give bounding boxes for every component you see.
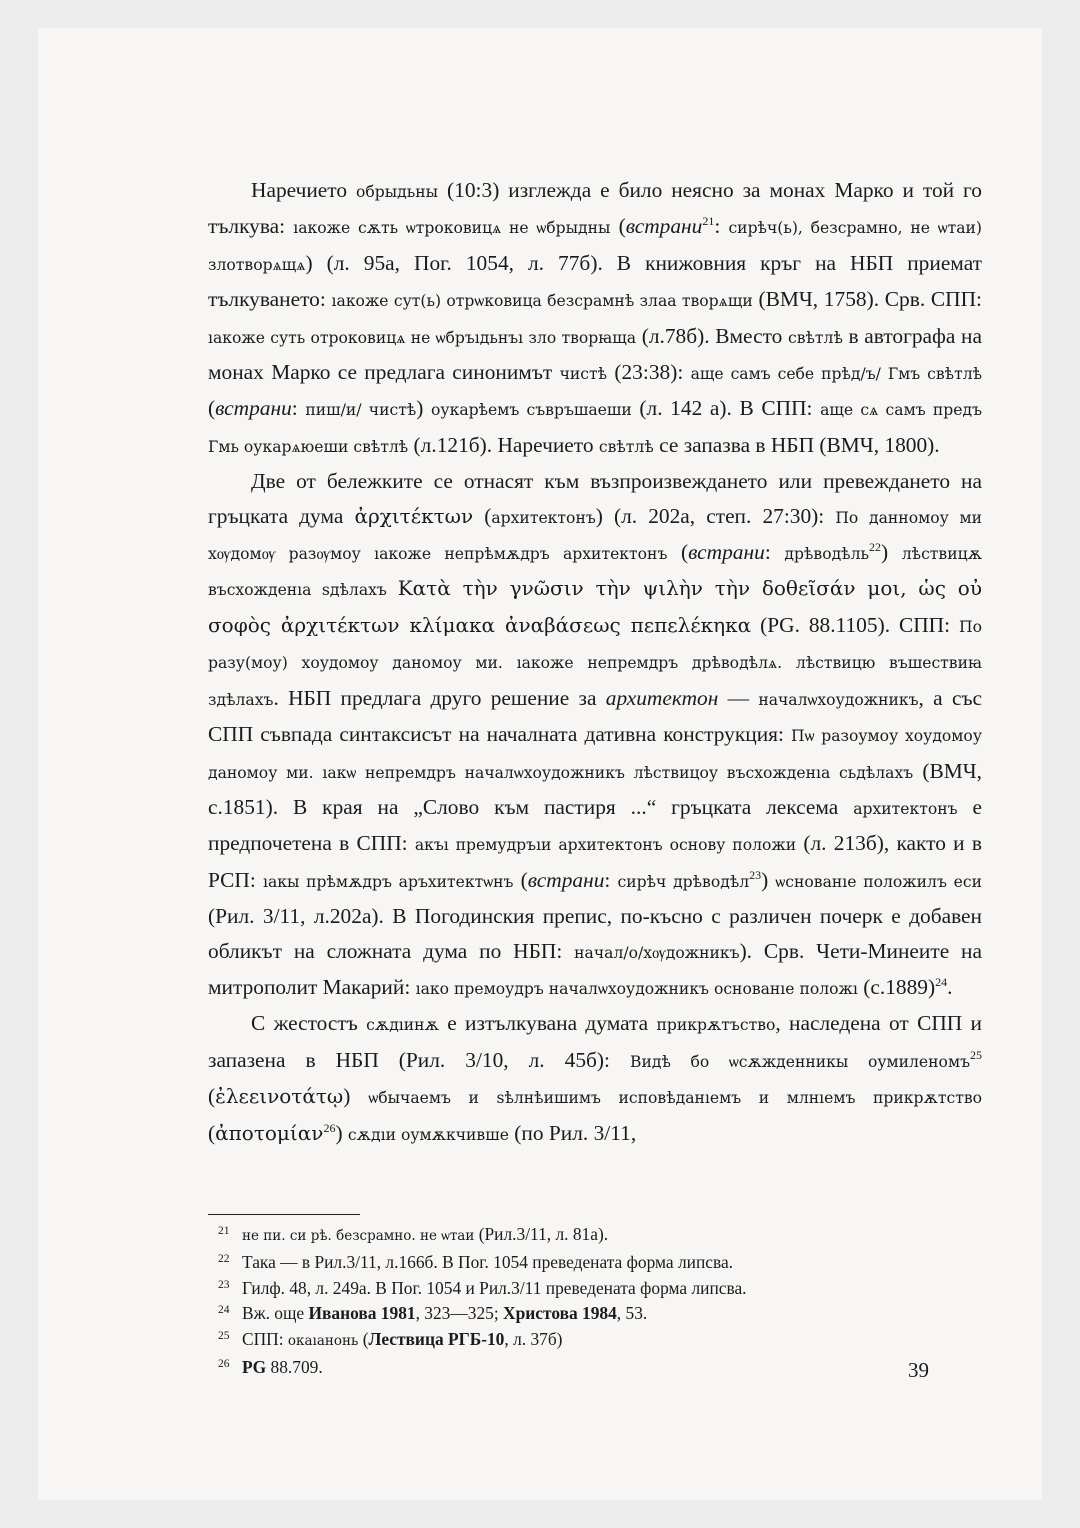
slavonic-quote: аще сѧ самъ предъ Гмь оукарѧюеши свѣтлѣ [208,401,982,456]
text-run: ) [343,1084,369,1109]
text-run: ( [208,396,216,421]
greek-quote: ἀποτομίαν [215,1120,324,1145]
text-run: : [291,396,306,421]
italic-term: архитектон [605,685,719,710]
italic-term: встрани [625,214,703,239]
footnote [218,1222,982,1250]
text-run: (10:3) изглежда е било неясно за монах Марко и той го тълкува: [208,178,982,239]
footnotes [218,1222,982,1381]
text-run: Вж. още [242,1303,309,1324]
text-run: в автографа на монах Марко се предлага синонимът [208,323,982,385]
footnote-ref: 21 [702,214,715,229]
book-page [38,28,1042,1500]
footnote [218,1276,982,1302]
slavonic-quote: сѫдıи оумѫкчивше [347,1125,509,1144]
slavonic-quote: прикрѫтъство [656,1016,776,1035]
slavonic-quote: По данномоу ми хѹдомѹ разѹмоу ıакоже непрѣмѫдръ архитектонъ [208,508,982,564]
slavonic-quote: Пѡ разоумоу хоудомоу даномоу ми. ıакѡ непремдръ началѡхоудожникъ лѣствицоу въсхожденıа сьдѣлахъ [208,727,982,782]
slavonic-quote: дрѣводѣль [784,545,869,564]
text-run: , 53. [616,1303,648,1324]
footnote-number: 21 [218,1225,230,1237]
footnote-ref: 23 [749,867,762,882]
slavonic-quote: не пи. си рѣ. безсрамно. не ѡтаи [242,1228,475,1244]
slavonic-quote: свѣтлѣ [598,437,654,456]
footnote-divider [208,1214,360,1215]
text-run: (ВМЧ, с.1851). В края на „Слово към пастиря ...“ гръцката лексема [208,758,982,819]
text-run: (л. 213б), както и в РСП: [208,831,982,892]
slavonic-quote: архитектонъ [491,508,596,527]
slavonic-quote: По разу(моу) хоудомоу даномоу ми. ıакоже непремдръ дрѣводѣлѧ. лѣствицю въшествиꙗ здѣлахъ [208,617,982,709]
slavonic-quote: начал/о/хѹдожникъ [574,943,740,962]
slavonic-quote: чистѣ [559,365,608,384]
text-run: Наречието [251,178,357,202]
slavonic-quote: архитектонъ [853,799,958,818]
text-run: : [714,214,729,239]
text-run: ). Срв. Чети-Минеите на митрополит Макарий: [208,938,982,999]
footnote [218,1301,982,1327]
footnote [218,1355,982,1381]
text-run: , а със СПП съвпада синтаксисът на началната дативна конструкция: [208,685,983,747]
slavonic-quote: ѡснованıе положилъ еси [775,872,982,891]
text-run: (Рил. 3/11, л.202а). В Погодинския препис, по-късно с различен почерк е добавен обликът на сложната дума по НБП: [208,904,982,963]
text-run: , л. 37б) [504,1329,563,1350]
text-run: (ВМЧ, 1758). Срв. СПП: [752,287,982,312]
text-run: (по Рил. 3/11, [508,1120,637,1145]
greek-quote: ἐλεεινοτάτῳ [215,1084,344,1109]
text-run: . [947,974,953,999]
greek-quote: Κατὰ τὴν γνῶσιν τὴν ψιλὴν τὴν δοθεῖσάν μοι, ὡς οὐ σοφὸς ἀρχιτέκτων κλίμακα ἀναβάσεως πεπελέκηκα [208,576,982,637]
text-run: СПП: [242,1329,288,1350]
text-run: : [764,540,785,565]
footnote-number: 23 [218,1278,230,1291]
footnote-number: 25 [218,1330,230,1343]
text-run: (PG. 88.1105). СПП: [751,612,959,637]
bold-citation: Лествица РГБ-10 [368,1329,505,1350]
slavonic-quote: акъı премудръıи архитектонъ основу положи [414,836,797,855]
text-run: ( [513,867,528,892]
paragraph [208,1006,982,1152]
slavonic-quote: ıакоже сѫть ѡтроковицѧ не ѡбрыдны [293,219,611,238]
text-run: ) [761,867,776,892]
slavonic-quote: свѣтлѣ [788,328,843,347]
slavonic-quote: началѡхоудожникъ [758,690,919,709]
text-run: , 323—325; [415,1303,504,1324]
text-run: е предпочетена в СПП: [208,794,983,856]
text-run: 88.709. [266,1356,323,1377]
footnote-ref: 26 [323,1120,336,1135]
text-run: ( [667,540,689,565]
footnote-number: 26 [218,1357,230,1370]
text-run: ) [335,1120,348,1145]
slavonic-quote: ѡбычаемъ и ѕѣлнѣишимъ исповѣданıемъ и млнıемъ прикрѫтство [368,1089,982,1108]
slavonic-quote: Видѣ бо ѡсѫжденникы оумиленомъ [630,1052,970,1071]
greek-quote: ἀρχιτέκτων [354,503,474,528]
slavonic-quote: лѣствицѫ въсхожденıа ѕдѣлахъ [208,545,982,600]
footnote [218,1327,982,1355]
text-run: ) [880,540,902,565]
text-run: Две от бележките се отнасят към възпроизвеждането или превеждането на гръцката дума [208,469,982,528]
footnote [218,1250,982,1276]
text-run: (23:38): [607,360,691,385]
text-run: ) (л. 95а, Пог. 1054, л. 77б). В книжовния кръг на НБП приемат тълкуването: [208,250,982,312]
footnote-number: 24 [218,1304,230,1317]
footnote-ref: 22 [868,539,881,554]
bold-citation: Христова 1984 [503,1303,617,1324]
bold-citation: PG [242,1356,267,1377]
text-run: — [718,685,759,710]
text-run: Така — в Рил.3/11, л.166б. В Пог. 1054 преведената форма липсва. [242,1251,734,1272]
slavonic-quote: аще самъ себе прѣд/ъ/ Гмъ свѣтлѣ [690,365,983,384]
text-run [387,576,398,600]
slavonic-quote: сѫдıинѫ [366,1016,439,1035]
slavonic-quote: ıако премоудръ началѡхоудожникъ основанıе положı [415,979,858,998]
text-run: ) [416,396,432,421]
slavonic-quote: обрыдьны [356,183,439,201]
slavonic-quote: ıакоже сут(ь) отрѡковица безсрамнѣ злаа творѧщи [331,292,753,311]
footnote-ref: 25 [970,1047,982,1062]
text-run: е изтълкувана думата [438,1011,657,1036]
footnote-ref: 24 [935,974,948,989]
text-run: (л. 142 а). В СПП: [631,396,821,421]
text-run: (л.78б). Вместо [636,323,788,348]
slavonic-quote: оукарѣемъ съвръшаеши [431,401,632,420]
text-run: С жестостъ [251,1011,367,1036]
footnote-number: 22 [218,1252,230,1265]
bold-citation: Иванова 1981 [308,1303,416,1324]
text-run: ) (л. 202а, степ. 27:30): [595,503,836,528]
text-run: Гилф. 48, л. 249а. В Пог. 1054 и Рил.3/11 преведената форма липсва. [242,1277,747,1298]
text-run: ( [473,503,492,528]
slavonic-quote: ıакоже суть отроковицѧ не ѡбръıдьнъı зло творꙗща [208,328,637,347]
text-run: се запазва в НБП (ВМЧ, 1800). [653,432,940,457]
main-text [208,173,982,1152]
text-run: (л.121б). Наречието [408,432,599,457]
text-run: (с.1889) [857,974,936,999]
italic-term: встрани [215,396,292,421]
page-number: 39 [908,1358,929,1382]
slavonic-quote: сирѣч дрѣводѣл [617,872,750,891]
text-run: ( [610,214,626,239]
text-run: : [604,867,618,892]
slavonic-quote: окаıанонь [287,1333,359,1350]
paragraph [208,173,982,464]
text-run: ( [208,1120,216,1145]
slavonic-quote: ıакы прѣмѫдръ аръхитектѡнъ [262,872,514,891]
text-run: . НБП предлага друго решение за [273,685,606,710]
text-run: , наследена от СПП и запазена в НБП (Рил. 3/10, л. 45б): [208,1011,982,1072]
paragraph [208,464,982,1006]
slavonic-quote: сирѣч(ь), безсрамно, не ѡтаи) злотворѧщѧ [208,219,982,274]
text-run: ( [208,1084,216,1109]
italic-term: встрани [527,867,605,892]
text-run: ( [358,1329,369,1350]
italic-term: встрани [688,540,765,565]
text-run: (Рил.3/11, л. 81а). [474,1224,609,1244]
slavonic-quote: пиш/и/ чистѣ [305,401,417,420]
